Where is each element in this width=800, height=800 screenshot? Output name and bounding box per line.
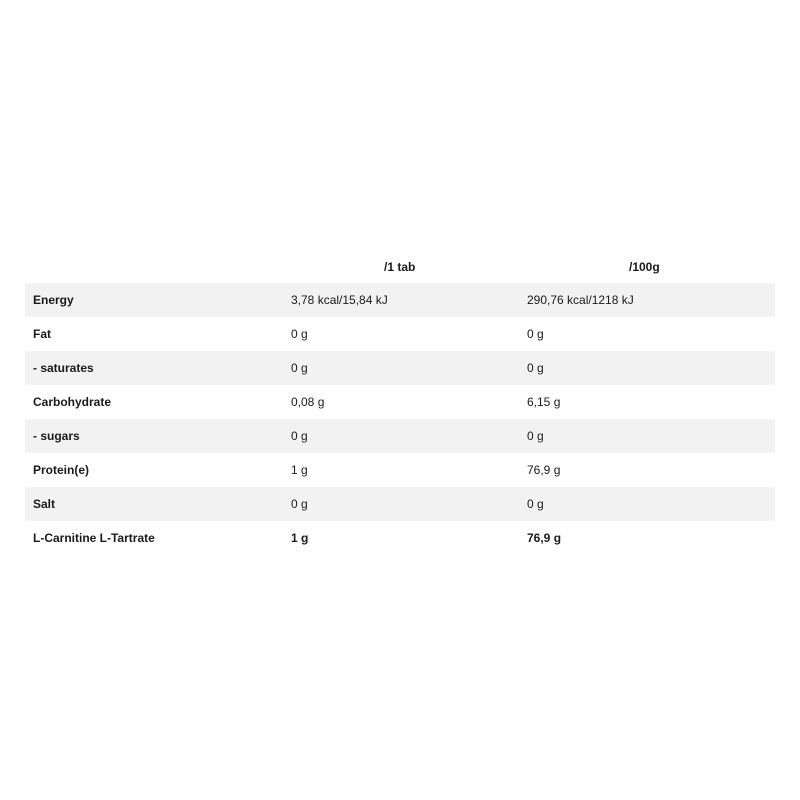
table-row-carbohydrate	[25, 385, 775, 419]
value-per-100g: 0 g	[527, 497, 544, 511]
value-per-100g: 0 g	[527, 429, 544, 443]
row-label: Fat	[33, 327, 51, 341]
row-label: Energy	[33, 293, 74, 307]
header-per-tab: /1 tab	[384, 260, 416, 274]
table-row-energy	[25, 283, 775, 317]
row-label: Salt	[33, 497, 56, 511]
table-row-sugars	[25, 419, 775, 453]
row-label: - sugars	[33, 429, 80, 443]
value-per-100g: 76,9 g	[527, 463, 561, 477]
table-row-saturates	[25, 351, 775, 385]
value-per-100g: 0 g	[527, 361, 544, 375]
value-per-tab: 0 g	[291, 429, 308, 443]
value-per-tab: 1 g	[291, 531, 309, 545]
value-per-tab: 0 g	[291, 327, 308, 341]
value-per-tab: 3,78 kcal/15,84 kJ	[291, 293, 388, 307]
row-label: - saturates	[33, 361, 94, 375]
value-per-100g: 0 g	[527, 327, 544, 341]
row-label: Protein(e)	[33, 463, 90, 477]
table-row-salt	[25, 487, 775, 521]
value-per-100g: 290,76 kcal/1218 kJ	[527, 293, 634, 307]
row-label: L-Carnitine L-Tartrate	[33, 531, 155, 545]
row-label: Carbohydrate	[33, 395, 112, 409]
value-per-tab: 0 g	[291, 497, 308, 511]
table-row-protein	[25, 453, 775, 487]
value-per-100g: 6,15 g	[527, 395, 561, 409]
value-per-100g: 76,9 g	[527, 531, 562, 545]
table-row-l-carnitine	[25, 521, 775, 555]
value-per-tab: 1 g	[291, 463, 308, 477]
table-header	[25, 250, 775, 283]
value-per-tab: 0 g	[291, 361, 308, 375]
nutrition-table	[25, 250, 775, 555]
table-row-fat	[25, 317, 775, 351]
header-per-100g: /100g	[629, 260, 660, 274]
value-per-tab: 0,08 g	[291, 395, 325, 409]
